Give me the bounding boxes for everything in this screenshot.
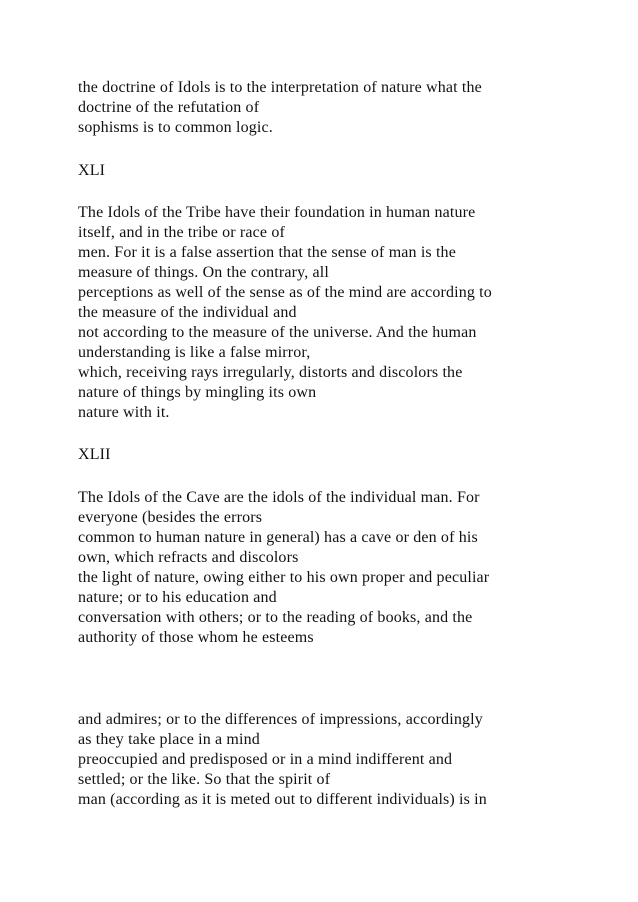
text-line: nature with it. [78,404,170,421]
text-line: everyone (besides the errors [78,509,263,526]
text-line: men. For it is a false assertion that the sense of man is the [78,244,456,261]
text-line: measure of things. On the contrary, all [78,264,329,281]
text-line: as they take place in a mind [78,731,260,748]
text-line: man (according as it is meted out to different individuals) is in [78,791,487,808]
text-line: sophisms is to common logic. [78,119,273,136]
text-line: itself, and in the tribe or race of [78,224,285,241]
text-line: nature; or to his education and [78,589,277,606]
text-line: The Idols of the Cave are the idols of the individual man. For [78,489,480,506]
text-line: which, receiving rays irregularly, distorts and discolors the [78,364,463,381]
text-line: the doctrine of Idols is to the interpretation of nature what the [78,79,482,96]
text-line: settled; or the like. So that the spirit of [78,771,331,788]
section-heading-xlii: XLII [78,446,111,463]
text-line: doctrine of the refutation of [78,99,260,116]
text-line: perceptions as well of the sense as of the mind are according to [78,284,492,301]
text-line: understanding is like a false mirror, [78,344,311,361]
text-line: nature of things by mingling its own [78,384,317,401]
text-line: conversation with others; or to the reading of books, and the [78,609,473,626]
text-line: the measure of the individual and [78,304,297,321]
text-line: the light of nature, owing either to his own proper and peculiar [78,569,490,586]
text-line: authority of those whom he esteems [78,629,314,646]
text-line: preoccupied and predisposed or in a mind indifferent and [78,751,453,768]
section-heading-xli: XLI [78,162,106,179]
text-line: The Idols of the Tribe have their foundation in human nature [78,204,476,221]
text-line: common to human nature in general) has a cave or den of his [78,529,478,546]
text-line: and admires; or to the differences of impressions, accordingly [78,711,483,728]
text-line: own, which refracts and discolors [78,549,299,566]
text-line: not according to the measure of the universe. And the human [78,324,477,341]
